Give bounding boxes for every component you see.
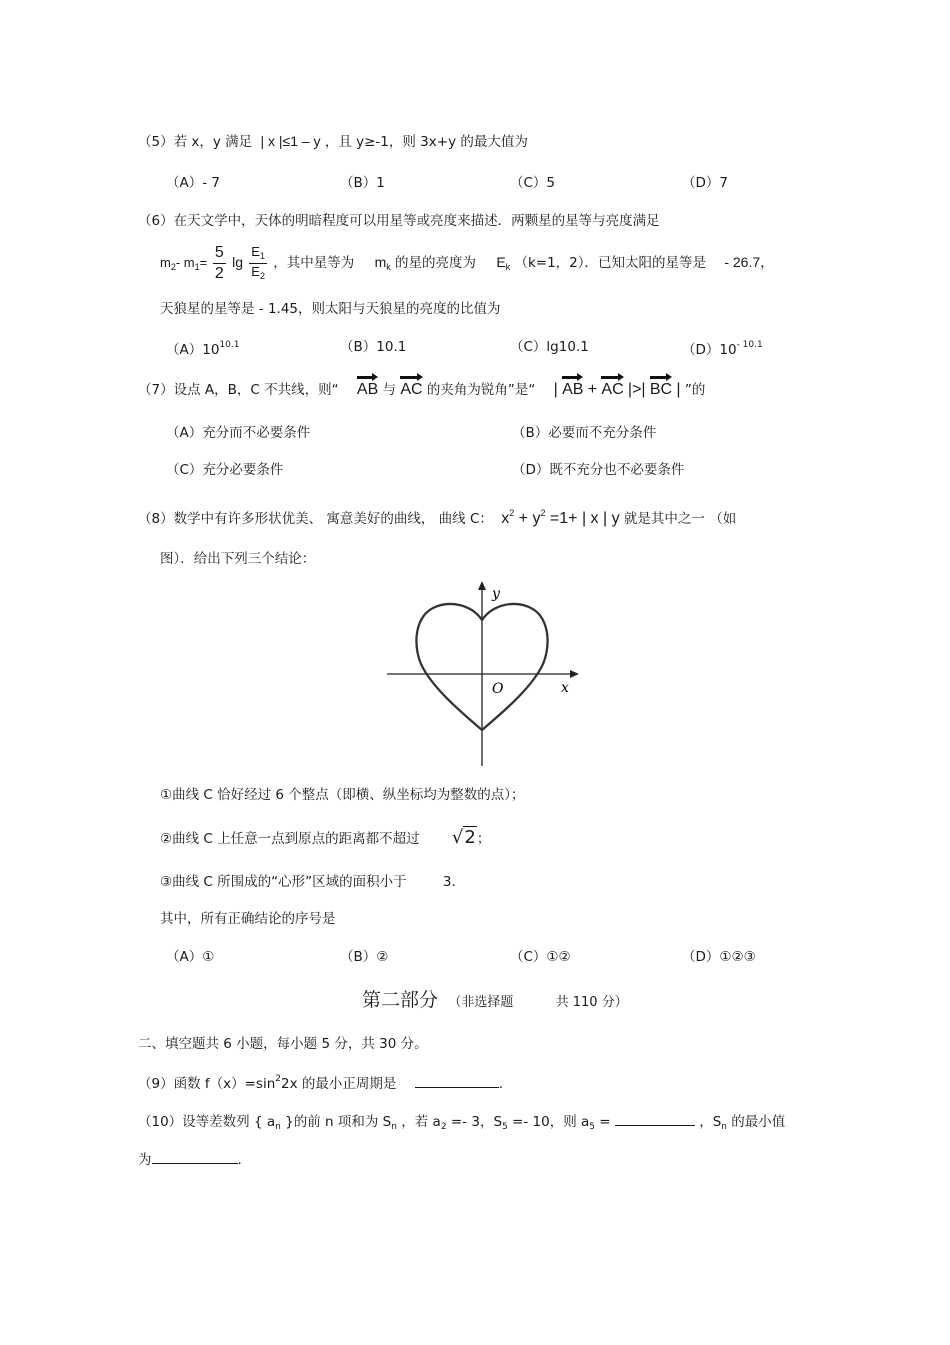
- q8-option-d: （D）①②③: [682, 949, 756, 965]
- q6-line2-text-a: ，其中星等为: [273, 255, 355, 272]
- q7-stem-text-a: （7）设点 A，B，C 不共线，则“: [138, 382, 339, 398]
- q8-option-a: （A）①: [166, 949, 215, 965]
- sqrt-2: √2: [451, 827, 476, 848]
- q10-answer-blank-min[interactable]: [152, 1163, 238, 1164]
- x-axis-label: x: [561, 680, 569, 696]
- y-axis-arrow-icon: [478, 581, 486, 590]
- x-axis-arrow-icon: [570, 670, 579, 678]
- q7-gt: |>|: [627, 381, 646, 398]
- q6-option-c: （C）lg10.1: [510, 339, 589, 355]
- q5-option-d: （D）7: [682, 175, 728, 191]
- q7-vector-ab-2: AB: [562, 374, 583, 399]
- q10-stem-line1: （10）设等差数列 { $a_n$ }的前 n 项和为 $S_n$ ，若 $a_2 =- 3$，$S_5 =- 10$，则 $a_5$ = ，$S_n$ 的最小值: [138, 1114, 786, 1132]
- q5-stem-text-b: ，且 y≥-1，则 3x+y 的最大值为: [324, 134, 528, 150]
- q7-vector-bc: BC: [650, 374, 672, 399]
- q7-abs-close: |: [676, 381, 681, 398]
- y-axis-label: y: [492, 586, 500, 602]
- q6-mk: $m_k$: [374, 254, 391, 273]
- q5-stem-math: | x |≤1 – y: [260, 133, 321, 149]
- part2-title: 第二部分: [362, 989, 439, 1011]
- q6-line2-text-d: - 26.7，: [724, 254, 775, 271]
- q6-formula-line: [160, 244, 774, 282]
- q7-stem-text-b: 的夹角为锐角”是“: [426, 382, 536, 398]
- part2-heading: [362, 991, 628, 1010]
- q8-stem-text-b: 就是其中之一 （如: [623, 511, 737, 527]
- q6-option-a: $(A)10^{10.1}$: [166, 340, 240, 358]
- q6-lg: lg: [232, 254, 243, 271]
- q6-fraction-e1-e2: $\frac{E_1}{E_2}$: [251, 243, 265, 281]
- q8-conclusion-1: ①曲线 C 恰好经过 6 个整点（即横、纵坐标均为整数的点）；: [160, 787, 525, 803]
- q8-stem-line2: 图）．给出下列三个结论：: [160, 551, 316, 567]
- q7-vector-ac-2: AC: [601, 374, 623, 399]
- q10-answer-blank-a5[interactable]: [615, 1125, 695, 1126]
- q6-formula-lhs: $m_2-$ $m_1=$: [160, 255, 208, 273]
- q8-ask: 其中，所有正确结论的序号是: [160, 911, 336, 927]
- q8-option-b: （B）②: [340, 949, 389, 965]
- q7-option-b: （B）必要而不充分条件: [512, 425, 657, 441]
- q7-vector-ab: AB: [357, 374, 378, 399]
- q5-option-a: （A）- 7: [166, 175, 220, 191]
- q6-option-b: （B）10.1: [340, 339, 407, 355]
- q8-equation: $x^2 + y^2 =1+$ | x | y: [501, 508, 620, 527]
- section2-heading: 二、填空题共 6 小题，每小题 5 分，共 30 分。: [138, 1036, 428, 1052]
- q5-stem-text-a: （5）若 x，y 满足: [138, 134, 253, 150]
- q6-stem-line1: （6）在天文学中，天体的明暗程度可以用星等或亮度来描述．两颗星的星等与亮度满足: [138, 213, 660, 229]
- q6-line2-text-b: 的星的亮度为: [395, 255, 477, 272]
- q7-stem-text-c: ”的: [684, 382, 706, 398]
- q8-conclusion-2: ②曲线 C 上任意一点到原点的距离都不超过 √2；: [160, 827, 491, 848]
- q5-stem: [138, 134, 528, 150]
- q8-option-c: （C）①②: [510, 949, 571, 965]
- q7-abs-open: |: [553, 381, 558, 398]
- q7-option-c: （C）充分必要条件: [166, 462, 284, 478]
- q6-line2-text-c: （k=1，2）．已知太阳的星等是: [514, 255, 707, 272]
- q10-stem-line2: 为 .: [138, 1152, 242, 1168]
- q7-stem: [138, 374, 705, 399]
- q7-with: 与: [382, 382, 397, 398]
- q9-stem: （9）函数 $f(x)=\sin^22x$ 的最小正周期是 .: [138, 1074, 503, 1092]
- q8-stem-text-a: （8）数学中有许多形状优美、 寓意美好的曲线， 曲线 C：: [138, 511, 493, 527]
- q6-ek: $E_k$: [496, 254, 511, 273]
- origin-label: O: [492, 681, 504, 697]
- q7-vector-ac: AC: [400, 374, 422, 399]
- q6-stem-line3: 天狼星的星等是 - 1.45，则太阳与天狼星的亮度的比值为: [160, 301, 501, 317]
- heart-curve-figure: [385, 578, 585, 768]
- q7-option-a: （A）充分而不必要条件: [166, 425, 311, 441]
- q7-option-d: （D）既不充分也不必要条件: [512, 462, 685, 478]
- q8-conclusion-3: ③曲线 C 所围成的“心形”区域的面积小于 3.: [160, 874, 456, 890]
- q5-option-b: （B）1: [340, 175, 385, 191]
- q9-answer-blank[interactable]: [415, 1087, 499, 1088]
- q8-stem-line1: [138, 508, 736, 528]
- q6-fraction-5-2: $\frac{5}{2}$: [214, 244, 224, 282]
- q5-option-c: （C）5: [510, 175, 556, 191]
- q6-option-d: $(D)10^{- 10.1}$: [682, 340, 763, 358]
- part2-score: 共 110 分）: [555, 995, 628, 1010]
- q7-plus: +: [587, 381, 598, 398]
- part2-subtitle: （非选择题: [448, 995, 514, 1010]
